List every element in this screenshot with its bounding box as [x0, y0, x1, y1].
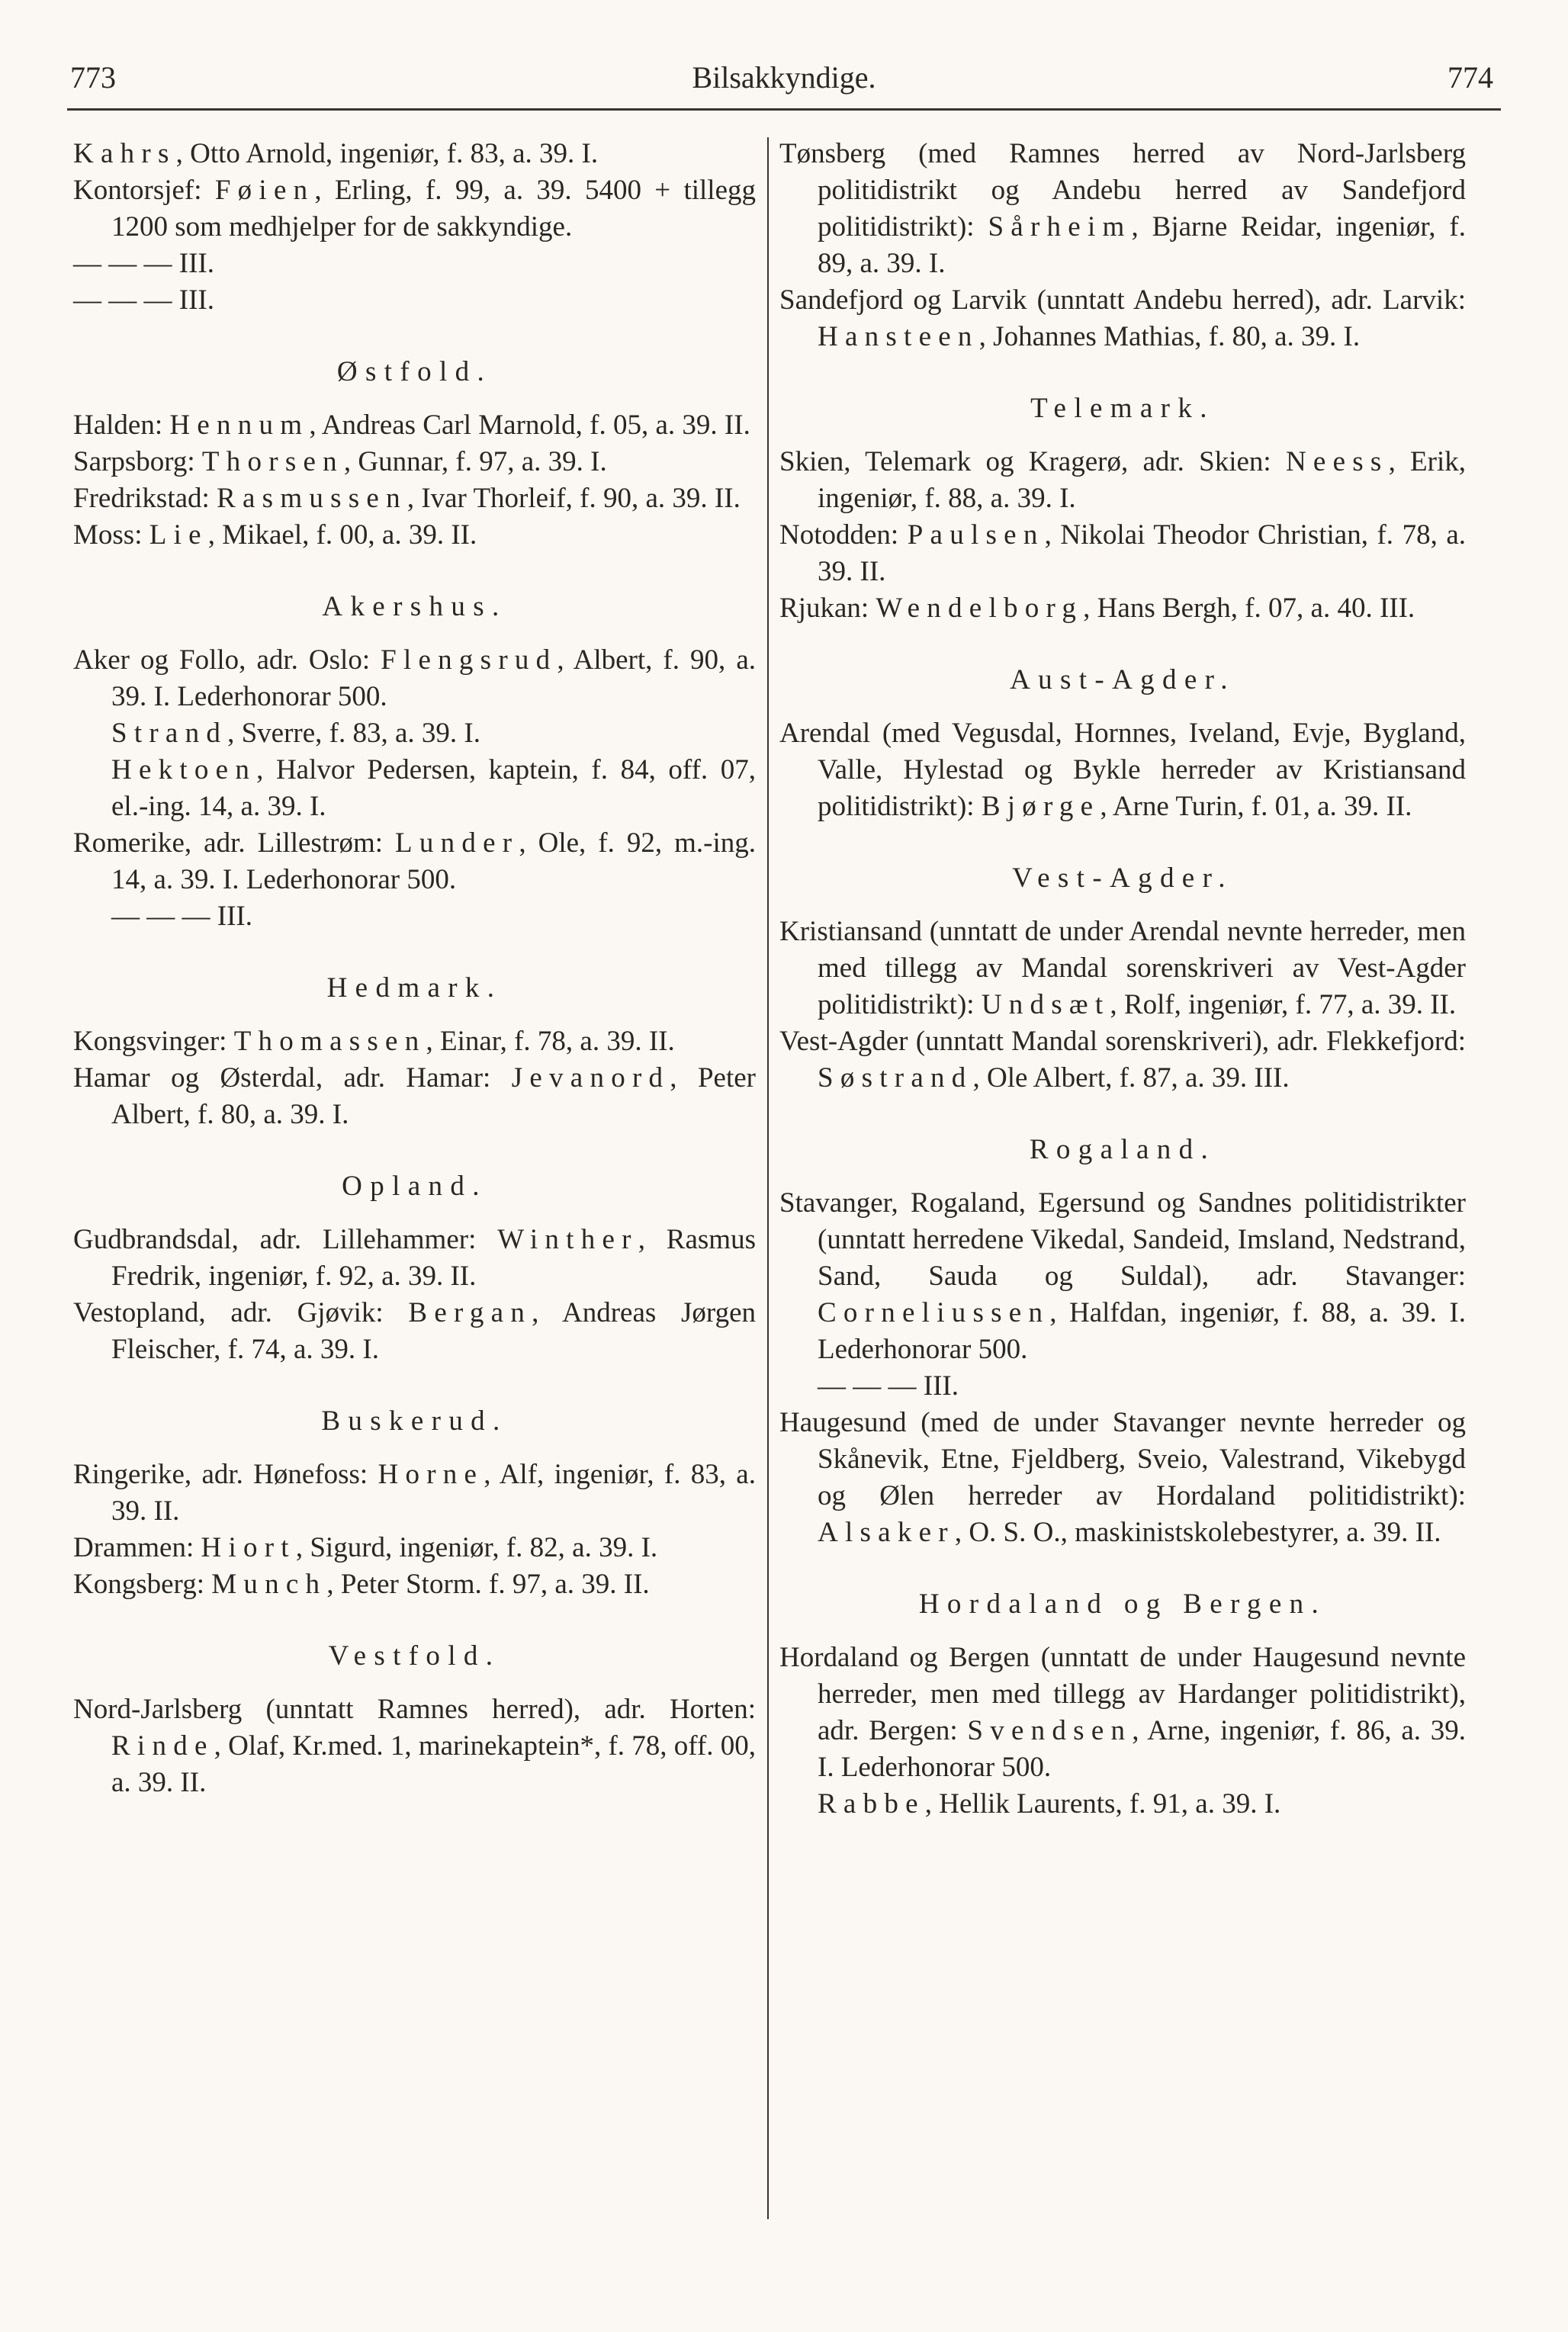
section-heading: Rogaland.: [1029, 1134, 1216, 1165]
person-surname: Rasmussen: [217, 483, 407, 514]
entry-text: , O. S. O., maskinistskolebestyrer, a. 39. II.: [954, 1517, 1441, 1548]
entry-text: , Johannes Mathias, f. 80, a. 39. I.: [978, 321, 1361, 352]
entry-text: Skien, Telemark og Kragerø, adr. Skien:: [779, 446, 1286, 477]
entry-text: , Arne Turin, f. 01, a. 39. II.: [1100, 791, 1412, 822]
entry-text: Sarpsborg:: [73, 446, 202, 477]
entry-text: , Ole, f. 92, m.-ing. 14, a. 39. I. Lederhonorar 500.: [111, 827, 757, 895]
entry-text: Kongsvinger:: [73, 1026, 234, 1057]
entry-text: Nord-Jarlsberg (unntatt Ramnes herred), adr. Horten:: [73, 1694, 756, 1725]
entry-text: Hamar og Østerdal, adr. Hamar:: [73, 1062, 512, 1094]
person-surname: Søstrand: [818, 1062, 973, 1094]
person-surname: Rinde: [111, 1730, 214, 1762]
person-surname: Føien: [214, 175, 315, 206]
section-heading: Hedmark.: [326, 972, 503, 1004]
entry-text: , Hellik Laurents, f. 91, a. 39. I.: [924, 1788, 1281, 1820]
directory-entry: [779, 444, 1466, 517]
directory-entry: [73, 407, 756, 444]
entry-text: Vestopland, adr. Gjøvik:: [73, 1297, 409, 1328]
entry-text: Kontorsjef:: [73, 175, 215, 206]
entry-text: — — — III.: [111, 901, 252, 932]
entry-text: , Arne, ingeniør, f. 86, a. 39. I. Lederhonorar 500.: [818, 1715, 1466, 1783]
entry-text: — — — III.: [818, 1370, 959, 1402]
entry-text: , Peter Albert, f. 80, a. 39. I.: [111, 1062, 756, 1130]
person-surname: Bergan: [408, 1297, 532, 1328]
directory-entry: [73, 246, 756, 282]
section-heading: Telemark.: [1030, 393, 1215, 424]
running-title: Bilsakkyndige.: [692, 60, 876, 95]
entry-text: Haugesund (med de under Stavanger nevnte herreder og Skånevik, Etne, Fjeldberg, Sveio, Valestrand, Vikebygd og Ølen herreder av Hordaland politidistrikt):: [779, 1407, 1466, 1511]
entry-text: Aker og Follo, adr. Oslo:: [73, 644, 381, 676]
entry-text: , Einar, f. 78, a. 39. II.: [426, 1026, 675, 1057]
sub-entry: [779, 1786, 1466, 1823]
directory-entry: [73, 480, 756, 517]
person-surname: Thomassen: [233, 1026, 426, 1057]
header-rule: [67, 108, 1501, 111]
directory-entry: [779, 1640, 1466, 1786]
person-surname: Horne: [378, 1459, 484, 1490]
entry-text: , Halfdan, ingeniør, f. 88, a. 39. I. Lederhonorar 500.: [818, 1297, 1466, 1365]
section-heading: Akershus.: [322, 591, 507, 622]
directory-entry: [73, 642, 756, 715]
entry-text: , Andreas Carl Marnold, f. 05, a. 39. II.: [309, 410, 750, 441]
entry-text: , Erling, f. 99, a. 39. 5400 + tillegg 1200 som medhjelper for de sakkyndige.: [111, 175, 756, 243]
entry-text: Kristiansand (unntatt de under Arendal nevnte herreder, men med tillegg av Mandal sorenskriveri av Vest-Agder politidistrikt):: [779, 916, 1466, 1020]
person-surname: Jevanord: [511, 1062, 670, 1094]
section-heading: Opland.: [342, 1171, 487, 1202]
section-heading: Vestfold.: [328, 1640, 501, 1672]
entry-text: Rjukan:: [779, 593, 876, 624]
directory-entry: [779, 1185, 1466, 1368]
directory-entry: [73, 1060, 756, 1133]
directory-entry: [779, 136, 1466, 282]
person-surname: Strand: [111, 718, 228, 749]
entry-text: , Sigurd, ingeniør, f. 82, a. 39. I.: [295, 1532, 658, 1563]
directory-entry: [73, 1023, 756, 1060]
sub-entry: [73, 752, 756, 825]
directory-entry: [73, 172, 756, 246]
directory-entry: [73, 1457, 756, 1530]
entry-text: , Albert, f. 90, a. 39. I. Lederhonorar 500.: [111, 644, 756, 712]
directory-entry: [779, 517, 1466, 590]
section-heading: Vest-Agder.: [1012, 862, 1233, 894]
person-surname: Munch: [211, 1569, 327, 1600]
person-surname: Bjørge: [981, 791, 1100, 822]
person-surname: Undsæt: [981, 989, 1110, 1020]
person-surname: Hiort: [201, 1532, 296, 1563]
person-surname: Lunder: [395, 827, 519, 859]
directory-entry: [73, 282, 756, 319]
entry-text: Kongsberg:: [73, 1569, 212, 1600]
entry-text: , Mikael, f. 00, a. 39. II.: [207, 519, 477, 551]
directory-entry: [73, 1566, 756, 1603]
person-surname: Paulsen: [907, 519, 1045, 551]
entry-text: Drammen:: [73, 1532, 201, 1563]
entry-text: , Nikolai Theodor Christian, f. 78, a. 39. II.: [818, 519, 1467, 587]
entry-text: Tønsberg (med Ramnes herred av Nord-Jarlsberg politidistrikt og Andebu herred av Sandefjord politidistrikt):: [779, 138, 1466, 243]
entry-text: , Hans Bergh, f. 07, a. 40. III.: [1083, 593, 1415, 624]
section-heading: Østfold.: [336, 356, 493, 387]
person-surname: Hansteen: [818, 321, 979, 352]
page-number-right: 774: [1448, 60, 1493, 95]
entry-text: — — — III.: [73, 284, 214, 316]
person-surname: Hektoen: [111, 754, 257, 785]
directory-entry: [779, 590, 1466, 627]
entry-text: , Otto Arnold, ingeniør, f. 83, a. 39. I.: [175, 138, 599, 169]
person-surname: Wendelborg: [876, 593, 1084, 624]
directory-entry: [779, 914, 1466, 1023]
section-heading: Hordaland og Bergen.: [918, 1588, 1327, 1620]
entry-text: , Halvor Pedersen, kaptein, f. 84, off. 07, el.-ing. 14, a. 39. I.: [111, 754, 756, 822]
entry-text: , Olaf, Kr.med. 1, marinekaptein*, f. 78, off. 00, a. 39. II.: [111, 1730, 757, 1798]
directory-entry: [73, 444, 756, 480]
entry-text: Ringerike, adr. Hønefoss:: [73, 1459, 378, 1490]
directory-entry: [73, 1691, 756, 1801]
person-surname: Alsaker: [818, 1517, 955, 1548]
entry-text: , Peter Storm. f. 97, a. 39. II.: [326, 1569, 650, 1600]
directory-entry: [73, 1530, 756, 1566]
entry-text: Arendal (med Vegusdal, Hornnes, Iveland, Evje, Bygland, Valle, Hylestad og Bykle herreder av Kristiansand politidistrikt):: [779, 718, 1466, 822]
person-surname: Corneliussen: [818, 1297, 1050, 1328]
entry-text: , Andreas Jørgen Fleischer, f. 74, a. 39. I.: [111, 1297, 757, 1365]
entry-text: Vest-Agder (unntatt Mandal sorenskriveri), adr. Flekkefjord:: [779, 1026, 1466, 1057]
entry-text: Fredrikstad:: [73, 483, 217, 514]
entry-text: Hordaland og Bergen (unntatt de under Haugesund nevnte herreder, men med tillegg av Hardanger politidistrikt), adr. Bergen:: [779, 1642, 1466, 1746]
entry-text: Sandefjord og Larvik (unntatt Andebu herred), adr. Larvik:: [779, 284, 1466, 316]
person-surname: Lie: [149, 519, 208, 551]
sub-entry: [73, 898, 756, 935]
entry-text: , Alf, ingeniør, f. 83, a. 39. II.: [111, 1459, 756, 1527]
directory-entry: [73, 517, 756, 554]
directory-entry: [779, 282, 1466, 355]
person-surname: Rabbe: [818, 1788, 925, 1820]
section-heading: Buskerud.: [321, 1405, 508, 1437]
directory-entry: [73, 136, 756, 172]
entry-text: — — — III.: [73, 248, 214, 279]
person-surname: Kahrs: [73, 138, 176, 169]
person-surname: Sårheim: [988, 211, 1132, 243]
entry-text: Romerike, adr. Lillestrøm:: [73, 827, 396, 859]
directory-entry: [73, 825, 756, 898]
directory-entry: [73, 1222, 756, 1295]
directory-entry: [779, 715, 1466, 825]
sub-entry: [779, 1368, 1466, 1405]
entry-text: , Ole Albert, f. 87, a. 39. III.: [972, 1062, 1290, 1094]
directory-entry: [779, 1023, 1466, 1097]
entry-text: , Ivar Thorleif, f. 90, a. 39. II.: [406, 483, 741, 514]
directory-entry: [73, 1295, 756, 1368]
sub-entry: [73, 715, 756, 752]
person-surname: Neess: [1285, 446, 1389, 477]
section-heading: Aust-Agder.: [1010, 664, 1235, 695]
entry-text: , Gunnar, f. 97, a. 39. I.: [343, 446, 607, 477]
person-surname: Flengsrud: [381, 644, 557, 676]
entry-text: Moss:: [73, 519, 149, 551]
person-surname: Thorsen: [201, 446, 344, 477]
page-number-left: 773: [70, 60, 116, 95]
entry-text: Halden:: [73, 410, 170, 441]
entry-text: , Bjarne Reidar, ingeniør, f. 89, a. 39. I.: [818, 211, 1466, 279]
person-surname: Hennum: [169, 410, 310, 441]
entry-text: Stavanger, Rogaland, Egersund og Sandnes politidistrikter (unntatt herredene Vikedal, Sandeid, Imsland, Nedstrand, Sand, Sauda og Suldal), adr. Stavanger:: [779, 1187, 1466, 1292]
page-header: [0, 0, 1568, 114]
entry-text: , Rasmus Fredrik, ingeniør, f. 92, a. 39. II.: [111, 1224, 756, 1292]
right-column: [779, 136, 1466, 1823]
person-surname: Svendsen: [967, 1715, 1133, 1746]
entry-text: Gudbrandsdal, adr. Lillehammer:: [73, 1224, 498, 1255]
left-column: [73, 136, 756, 1801]
entry-text: , Sverre, f. 83, a. 39. I.: [227, 718, 480, 749]
person-surname: Winther: [497, 1224, 638, 1255]
entry-text: , Erik, ingeniør, f. 88, a. 39. I.: [818, 446, 1467, 514]
directory-entry: [779, 1405, 1466, 1551]
entry-text: , Rolf, ingeniør, f. 77, a. 39. II.: [1110, 989, 1457, 1020]
entry-text: Notodden:: [779, 519, 908, 551]
column-divider: [767, 137, 769, 2219]
